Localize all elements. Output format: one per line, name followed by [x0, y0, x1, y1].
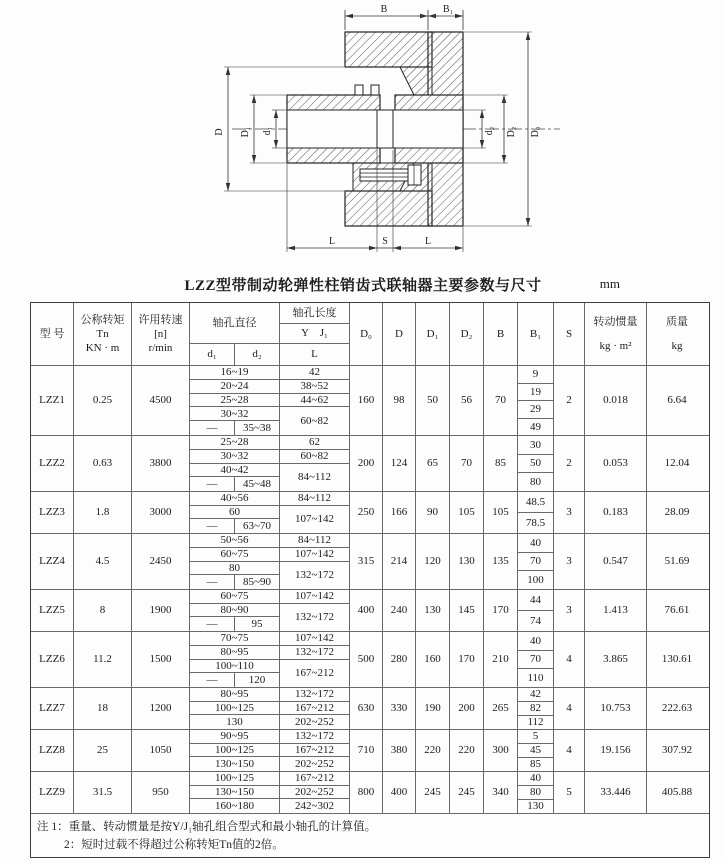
cell-D: 330	[382, 688, 415, 729]
cell-B1: 5	[518, 730, 553, 744]
cell-B: 85	[483, 436, 517, 491]
col-header-bore-dia	[189, 303, 279, 365]
cell-bore-split	[190, 519, 279, 533]
B1-column	[517, 688, 553, 729]
cell-torque: 0.63	[73, 436, 131, 491]
B1-column	[517, 492, 553, 533]
cell-B: 135	[483, 534, 517, 589]
dim-label-D: D	[214, 128, 225, 136]
cell-bore-d1: —	[206, 478, 218, 491]
cell-bore-length: 107~142	[295, 513, 334, 526]
cell-B1: 40	[518, 632, 553, 651]
cell-speed: 1900	[131, 590, 189, 631]
B1-column	[517, 366, 553, 435]
cell-S: 4	[553, 632, 584, 687]
bore-dia-column	[189, 534, 279, 589]
cell-mass: 51.69	[646, 534, 707, 589]
cell-B1: 48.5	[518, 492, 553, 513]
cell-D2: 70	[449, 436, 483, 491]
dim-label-B1: B₁	[442, 4, 454, 15]
cell-torque: 8	[73, 590, 131, 631]
dim-label-S: S	[382, 236, 388, 247]
cell-bore-range: 80~90	[190, 604, 279, 618]
cell-D2: 105	[449, 492, 483, 533]
cell-bore-range: 100~125	[190, 744, 279, 758]
cell-mass: 76.61	[646, 590, 707, 631]
cell-bore-length: 84~112	[280, 492, 349, 506]
cell-B1: 9	[518, 366, 553, 384]
right-hub-hatch-top	[395, 95, 463, 110]
col-header-D0: D₀	[349, 303, 382, 365]
cell-B: 170	[483, 590, 517, 631]
cell-D1: 130	[415, 590, 449, 631]
cell-S: 3	[553, 492, 584, 533]
cell-model: LZZ6	[39, 653, 65, 666]
cell-mass: 307.92	[646, 730, 707, 771]
cell-inertia: 3.865	[584, 632, 646, 687]
cell-bore-d2: 85~90	[234, 575, 279, 589]
cell-model: LZZ5	[39, 604, 65, 617]
cell-bore-length: 167~212	[280, 702, 349, 716]
cell-bore-split	[190, 575, 279, 589]
cell-B1: 45	[518, 744, 553, 758]
cell-bore-d1: —	[206, 618, 218, 631]
col-header-torque	[73, 303, 131, 365]
cell-B1: 70	[518, 553, 553, 572]
cell-inertia: 10.753	[584, 688, 646, 729]
B1-column	[517, 590, 553, 631]
pin-top-2	[371, 85, 379, 95]
cell-bore-range: 100~125	[190, 702, 279, 716]
col-header-d1: d₁	[207, 348, 217, 361]
cell-torque: 11.2	[73, 632, 131, 687]
cell-bore-length: 132~172	[280, 730, 349, 744]
cell-bore-d2: 63~70	[234, 519, 279, 533]
cell-D: 214	[382, 534, 415, 589]
pin-bolt-nut	[408, 165, 421, 185]
bore-dia-column	[189, 730, 279, 771]
cell-bore-d1: —	[206, 674, 218, 687]
B1-column	[517, 436, 553, 491]
cell-B1: 78.5	[525, 516, 546, 529]
cell-speed: 950	[131, 772, 189, 813]
cell-torque: 18	[73, 688, 131, 729]
cell-bore-length: 60~82	[280, 450, 349, 464]
cell-bore-range: 100~125	[190, 772, 279, 786]
left-hub-hatch-top	[287, 95, 380, 110]
cell-B1: 19	[518, 384, 553, 402]
cell-B: 105	[483, 492, 517, 533]
table-notes	[31, 813, 709, 857]
cell-bore-length: 167~212	[295, 667, 334, 680]
cell-D1: 120	[415, 534, 449, 589]
cell-B1: 29	[518, 401, 553, 419]
cell-B1: 50	[518, 455, 553, 474]
cell-D: 400	[382, 772, 415, 813]
cell-B1: 80	[518, 786, 553, 800]
cell-mass: 405.88	[646, 772, 707, 813]
cell-bore-length: 38~52	[280, 380, 349, 394]
cell-bore-range: 80~95	[190, 688, 279, 702]
cell-bore-range: 90~95	[190, 730, 279, 744]
cell-bore-length: 107~142	[280, 548, 349, 562]
cell-bore-d1: —	[206, 520, 218, 533]
bore-dia-column	[189, 688, 279, 729]
cell-D: 240	[382, 590, 415, 631]
cell-bore-split	[190, 617, 279, 631]
cell-bore-range: 80~95	[190, 646, 279, 660]
cell-inertia: 0.018	[584, 366, 646, 435]
cell-S: 4	[553, 730, 584, 771]
cell-D2: 170	[449, 632, 483, 687]
dim-label-B: B	[380, 4, 388, 15]
dim-label-d1: d₁	[262, 126, 273, 136]
cell-D0: 315	[349, 534, 382, 589]
B1-column	[517, 534, 553, 589]
cell-bore-range: 60~75	[190, 548, 279, 562]
cell-bore-range: 30~32	[190, 450, 279, 464]
col-header-d2: d₂	[234, 344, 279, 365]
table-row	[31, 771, 709, 813]
inertia-unit: kg · m²	[599, 340, 632, 353]
col-header-B: B	[483, 303, 517, 365]
right-hub-hatch-bottom	[395, 148, 463, 163]
cell-D2: 145	[449, 590, 483, 631]
cell-speed: 3000	[131, 492, 189, 533]
col-header-D2: D₂	[449, 303, 483, 365]
cell-bore-length: 84~112	[280, 534, 349, 548]
inertia-label: 转动惯量	[593, 315, 638, 328]
shaft-bore	[287, 110, 463, 148]
cell-S: 2	[553, 366, 584, 435]
cell-bore-range: 80	[190, 562, 279, 576]
table-row	[31, 687, 709, 729]
cell-mass: 130.61	[646, 632, 707, 687]
cell-D1: 220	[415, 730, 449, 771]
bore-len-label: 轴孔长度	[292, 306, 337, 319]
cell-D2: 245	[449, 772, 483, 813]
coupling-section-drawing	[0, 0, 726, 272]
cell-bore-range: 160~180	[215, 800, 254, 813]
cell-B: 340	[483, 772, 517, 813]
cell-torque: 31.5	[73, 772, 131, 813]
cell-mass: 222.63	[646, 688, 707, 729]
B1-column	[517, 730, 553, 771]
cell-B1: 110	[527, 672, 544, 685]
col-header-mass	[646, 303, 707, 365]
table-row	[31, 631, 709, 687]
cell-B1: 44	[518, 590, 553, 611]
spec-table	[30, 302, 710, 858]
cell-D0: 250	[349, 492, 382, 533]
unit-label: mm	[599, 276, 620, 291]
cell-mass: 6.64	[646, 366, 707, 435]
cell-B1: 74	[530, 614, 541, 627]
cell-bore-length: 132~172	[280, 646, 349, 660]
cell-bore-range: 40~42	[190, 464, 279, 478]
col-header-D1: D₁	[415, 303, 449, 365]
bore-len-column	[279, 492, 349, 533]
B1-column	[517, 772, 553, 813]
cell-inertia: 0.547	[584, 534, 646, 589]
cell-bore-range: 100~110	[190, 660, 279, 674]
cell-B1: 130	[527, 800, 544, 813]
table-row	[31, 729, 709, 771]
cell-bore-range: 25~28	[190, 436, 279, 450]
cell-torque: 0.25	[73, 366, 131, 435]
cell-bore-range: 130~150	[190, 786, 279, 800]
cell-D2: 130	[449, 534, 483, 589]
cell-bore-d2: 95	[234, 617, 279, 631]
cell-torque: 1.8	[73, 492, 131, 533]
pin-bolt-shaft	[360, 169, 408, 181]
cell-inertia: 1.413	[584, 590, 646, 631]
cell-bore-range: 16~19	[190, 366, 279, 380]
cell-speed: 4500	[131, 366, 189, 435]
bore-dia-label: 轴孔直径	[212, 316, 257, 329]
table-row	[31, 533, 709, 589]
cell-D0: 200	[349, 436, 382, 491]
cell-bore-range: 130~150	[215, 758, 254, 771]
cell-speed: 3800	[131, 436, 189, 491]
mass-unit: kg	[671, 340, 683, 353]
cell-torque: 25	[73, 730, 131, 771]
torque-symbol: Tn	[96, 327, 109, 340]
table-row	[31, 435, 709, 491]
cell-S: 2	[553, 436, 584, 491]
cell-B: 265	[483, 688, 517, 729]
cell-B1: 100	[527, 574, 544, 587]
cell-bore-length: 62	[280, 436, 349, 450]
cell-S: 3	[553, 534, 584, 589]
cell-D: 280	[382, 632, 415, 687]
cell-B1: 42	[518, 688, 553, 702]
dim-label-D2: D₂	[506, 126, 517, 138]
bore-dia-column	[189, 492, 279, 533]
col-header-B1: B₁	[517, 303, 553, 365]
bore-dia-column	[189, 590, 279, 631]
cell-D2: 56	[449, 366, 483, 435]
cell-bore-length: 132~172	[295, 611, 334, 624]
cell-speed: 2450	[131, 534, 189, 589]
cell-model: LZZ9	[39, 786, 65, 799]
cell-bore-length: 202~252	[295, 758, 334, 771]
speed-unit: r/min	[148, 342, 173, 355]
cell-bore-range: 70~75	[190, 632, 279, 646]
torque-label: 公称转矩	[80, 313, 125, 326]
cell-D: 98	[382, 366, 415, 435]
cell-bore-range: 50~56	[190, 534, 279, 548]
speed-label: 许用转速	[138, 313, 183, 326]
cell-inertia: 0.053	[584, 436, 646, 491]
cell-bore-range: 20~24	[190, 380, 279, 394]
cell-B1: 49	[530, 420, 541, 433]
cell-D1: 160	[415, 632, 449, 687]
cell-bore-split	[190, 673, 279, 687]
cell-B1: 85	[530, 758, 541, 771]
cell-B1: 82	[518, 702, 553, 716]
cell-bore-length: 132~172	[280, 688, 349, 702]
table-header	[31, 303, 709, 365]
col-header-yj: Y J₁	[280, 323, 349, 343]
cell-D0: 400	[349, 590, 382, 631]
cell-D1: 245	[415, 772, 449, 813]
cell-D1: 90	[415, 492, 449, 533]
cell-bore-range: 60	[190, 506, 279, 520]
cell-model: LZZ2	[39, 457, 65, 470]
cell-bore-length: 202~252	[280, 786, 349, 800]
table-row	[31, 365, 709, 435]
bore-len-column	[279, 632, 349, 687]
cell-D0: 630	[349, 688, 382, 729]
cell-model: LZZ7	[39, 702, 65, 715]
cell-bore-d2: 45~48	[234, 477, 279, 491]
cell-bore-length: 60~82	[300, 415, 329, 428]
col-header-bore-len	[279, 303, 349, 365]
speed-symbol: [n]	[154, 327, 167, 340]
cell-B: 300	[483, 730, 517, 771]
bore-len-column	[279, 772, 349, 813]
cell-B1: 40	[518, 534, 553, 553]
table-row	[31, 491, 709, 533]
drum-web-top	[400, 67, 432, 95]
col-header-speed	[131, 303, 189, 365]
dim-label-L-left: L	[328, 236, 336, 247]
cell-D2: 200	[449, 688, 483, 729]
cell-torque: 4.5	[73, 534, 131, 589]
cell-speed: 1050	[131, 730, 189, 771]
cell-D2: 220	[449, 730, 483, 771]
cell-bore-length: 167~212	[280, 744, 349, 758]
bore-len-column	[279, 534, 349, 589]
cell-B1: 112	[527, 716, 544, 729]
cell-speed: 1200	[131, 688, 189, 729]
cell-bore-d1: —	[206, 422, 218, 435]
cell-bore-length: 84~112	[297, 471, 332, 484]
cell-mass: 28.09	[646, 492, 707, 533]
cell-bore-split	[190, 477, 279, 491]
cell-B: 210	[483, 632, 517, 687]
title-row	[0, 274, 726, 296]
cell-bore-range: 30~32	[190, 407, 279, 421]
cell-S: 5	[553, 772, 584, 813]
bore-dia-column	[189, 772, 279, 813]
cell-S: 3	[553, 590, 584, 631]
cell-bore-length: 107~142	[280, 632, 349, 646]
cell-bore-range: 40~56	[190, 492, 279, 506]
cell-model: LZZ4	[39, 555, 65, 568]
bore-len-column	[279, 730, 349, 771]
col-header-S: S	[553, 303, 584, 365]
cell-bore-d1: —	[206, 576, 218, 589]
cell-D1: 65	[415, 436, 449, 491]
table-row	[31, 589, 709, 631]
cell-B1: 70	[518, 651, 553, 670]
cell-bore-length: 202~252	[295, 716, 334, 729]
cell-bore-range: 25~28	[190, 394, 279, 408]
cell-B1: 80	[530, 476, 541, 489]
cell-inertia: 33.446	[584, 772, 646, 813]
left-hub-hatch-bottom	[287, 148, 380, 163]
cell-B1: 30	[518, 436, 553, 455]
cell-bore-d2: 35~38	[234, 421, 279, 435]
mass-label: 质量	[666, 315, 688, 328]
cell-inertia: 19.156	[584, 730, 646, 771]
bore-len-column	[279, 366, 349, 435]
cell-D: 166	[382, 492, 415, 533]
B1-column	[517, 632, 553, 687]
page-title: LZZ型带制动轮弹性柱销齿式联轴器主要参数与尺寸	[184, 278, 542, 294]
cell-bore-length: 107~142	[280, 590, 349, 604]
bore-dia-column	[189, 632, 279, 687]
torque-unit: KN · m	[85, 342, 120, 355]
note-line-2: 2：短时过载不得超过公称转矩Tn值的2倍。	[64, 838, 284, 851]
cell-bore-range: 130	[226, 716, 243, 729]
cell-model: LZZ8	[39, 744, 65, 757]
cell-D: 124	[382, 436, 415, 491]
bore-len-column	[279, 688, 349, 729]
dim-label-D1: D₁	[240, 126, 251, 138]
bore-dia-column	[189, 366, 279, 435]
cell-D0: 800	[349, 772, 382, 813]
cell-model: LZZ3	[39, 506, 65, 519]
cell-bore-split	[190, 421, 279, 435]
cell-bore-length: 167~212	[280, 772, 349, 786]
cell-model: LZZ1	[39, 394, 65, 407]
cell-D1: 50	[415, 366, 449, 435]
cell-D0: 500	[349, 632, 382, 687]
cell-D0: 160	[349, 366, 382, 435]
cell-bore-d2: 120	[234, 673, 279, 687]
cell-D0: 710	[349, 730, 382, 771]
col-header-model: 型 号	[39, 327, 65, 340]
col-header-D: D	[382, 303, 415, 365]
cell-S: 4	[553, 688, 584, 729]
bore-dia-column	[189, 436, 279, 491]
bore-len-column	[279, 436, 349, 491]
table-body	[31, 365, 709, 813]
cell-bore-length: 242~302	[295, 800, 334, 813]
cell-B: 70	[483, 366, 517, 435]
note-line-1: 注 1：重量、转动惯量是按Y/J₁轴孔组合型式和最小轴孔的计算值。	[37, 821, 377, 833]
col-header-L: L	[280, 343, 349, 365]
cell-bore-length: 44~62	[280, 394, 349, 408]
cell-bore-range: 60~75	[190, 590, 279, 604]
cell-bore-length: 42	[280, 366, 349, 380]
dim-label-L-right: L	[424, 236, 432, 247]
dim-label-D0: D₀	[530, 126, 541, 138]
brake-drum-bottom	[345, 191, 432, 226]
pin-top-1	[355, 85, 363, 95]
cell-speed: 1500	[131, 632, 189, 687]
cell-D: 380	[382, 730, 415, 771]
cell-bore-length: 132~172	[295, 569, 334, 582]
bore-len-column	[279, 590, 349, 631]
cell-D1: 190	[415, 688, 449, 729]
dim-label-d2: d₂	[484, 126, 495, 136]
cell-inertia: 0.183	[584, 492, 646, 533]
cell-B1: 40	[518, 772, 553, 786]
brake-drum-top	[345, 32, 432, 67]
col-header-inertia	[584, 303, 646, 365]
cell-mass: 12.04	[646, 436, 707, 491]
